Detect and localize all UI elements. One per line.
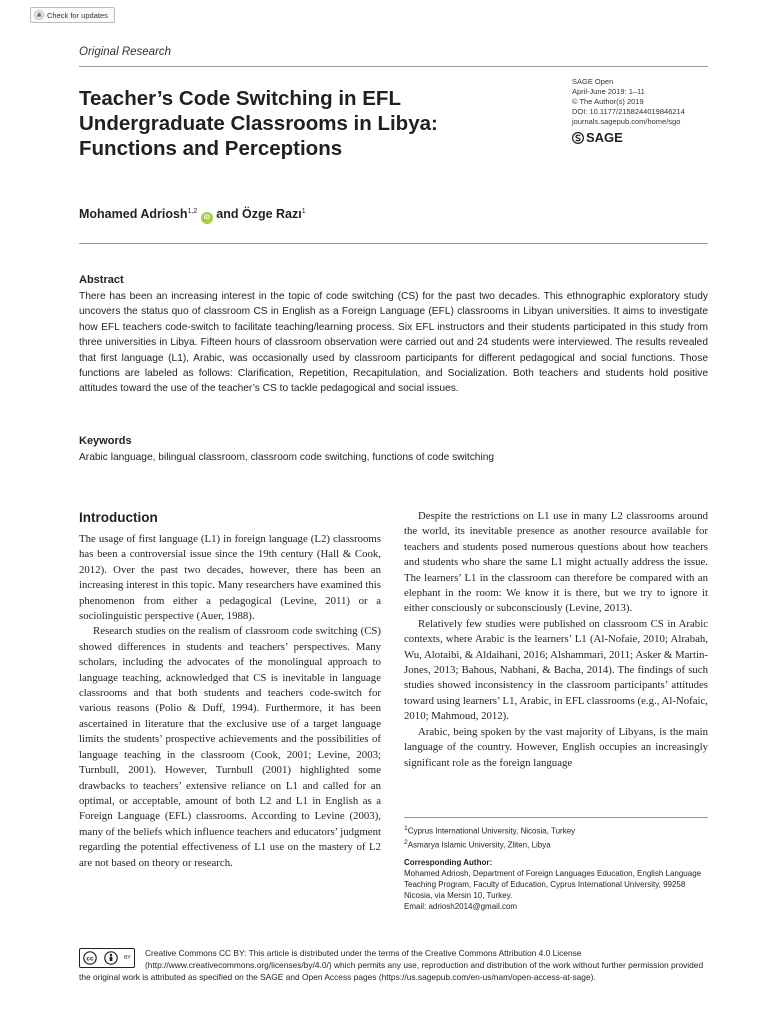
affiliation-text: Asmarya Islamic University, Zliten, Libya <box>407 840 551 850</box>
body-paragraph: The usage of first language (L1) in foreign language (L2) classrooms has been a controversial issue since the 19th century (Hall & Cook, 2012). Over the past two decades, however, there has been an increasing interest in this topic. Many researchers have examined this phenomenon from either a pedagogical (Levine, 2011) or a sociolinguistic perspective (Auer, 1988). <box>79 533 381 623</box>
body-paragraph: Arabic, being spoken by the vast majority of Libyans, is the main language of the country. However, English occupies an increasingly significant role as the foreign language <box>404 725 708 769</box>
corresponding-author-email[interactable]: Email: adriosh2014@gmail.com <box>404 902 518 912</box>
sage-logo-text: SAGE <box>586 130 623 145</box>
author-affiliation-sup: 1,2 <box>187 207 198 215</box>
section-label: Original Research <box>79 46 172 58</box>
sage-logo-icon <box>572 132 584 144</box>
license-block <box>79 947 709 983</box>
affiliation-text: Cyprus International University, Nicosia, Turkey <box>407 826 576 836</box>
body-paragraph: Relatively few studies were published on classroom CS in Arabic contexts, where Arabic is the learners’ L1 (Al-Nofaie, 2010; Alrabah, Wu, Alotaibi, & Aldaihani, 2016; Alshammari, 2011; Asker & Martin-Jones, 2013; Bahous, Nabhani, & Bacha, 2014). The findings of such studies showed inconsistency in the classroom participants’ attitudes toward using learners’ L1, Arabic, in EFL classrooms (e.g., Al-Nofaic, 2010; Mahmoud, 2012). <box>404 617 708 723</box>
affiliation-1 <box>404 823 708 837</box>
journal-url[interactable]: journals.sagepub.com/home/sgo <box>572 117 681 126</box>
check-updates-label: Check for updates <box>47 10 108 20</box>
check-for-updates-button[interactable] <box>30 7 115 23</box>
affiliation-2 <box>404 837 708 851</box>
cc-badge-caption: BY <box>124 955 131 961</box>
author-affiliation-sup: 1 <box>301 207 306 215</box>
sage-logo <box>572 132 685 144</box>
corresponding-author-heading: Corresponding Author: <box>404 858 493 868</box>
author-line <box>79 207 306 224</box>
orcid-icon[interactable]: iD <box>201 212 213 224</box>
keywords-heading: Keywords <box>79 435 132 447</box>
author-name[interactable]: Özge Razı <box>242 207 302 221</box>
journal-issue: April-June 2019: 1–11 <box>572 87 645 96</box>
affiliation-sup: 2 <box>404 838 408 846</box>
header-divider <box>79 66 708 67</box>
author-conjunction: and <box>216 207 239 221</box>
check-updates-badge-icon <box>34 10 44 20</box>
footnote-divider <box>404 817 708 818</box>
copyright-line: © The Author(s) 2019 <box>572 97 644 106</box>
affiliation-sup: 1 <box>404 825 408 832</box>
svg-text:cc: cc <box>86 955 94 963</box>
body-column-right <box>404 509 708 771</box>
abstract-text: There has been an increasing interest in the topic of code switching (CS) for the past two decades. This ethnographic exploratory study uncovers the status quo of classroom CS in English as a Foreign Language (EFL) classrooms in Libyan universities. It aims to investigate how EFL teachers code-switch to facilitate teaching/learning process. Six EFL instructors and their students participated in this study from three universities in Libya. Fifteen hours of classroom observation were carried out and 24 students were interviewed. The results revealed that first language (L1), Arabic, was occasionally used by classroom participants for different pedagogical and social functions. Those functions are labeled as follows: Clarification, Repetition, Recapitulation, and Socialization. Both teachers and students hold positive attitudes toward the use of the teacher’s CS to tackle pedagogical and social issues. <box>79 291 708 395</box>
keywords-text: Arabic language, bilingual classroom, classroom code switching, functions of code switching <box>79 452 495 463</box>
introduction-heading: Introduction <box>79 510 158 525</box>
creative-commons-icon <box>83 951 97 965</box>
author-name[interactable]: Mohamed Adriosh <box>79 207 188 221</box>
license-text: Creative Commons CC BY: This article is distributed under the terms of the Creative Commons Attribution 4.0 License (http://www.creativecommons.org/licenses/by/4.0/) which permits any use, reproduction and distribution of the work without further permission provided the original work is attributed as specified on the SAGE and Open Access pages (https://us.sagepub.com/en-us/nam/open-access-at-sage). <box>79 948 704 982</box>
creative-commons-badge[interactable] <box>79 948 135 968</box>
corresponding-author-address: Mohamed Adriosh, Department of Foreign Languages Education, English Language Teaching Program, Faculty of Education, Cyprus International University, 99258 Nicosia, via Mersin 10, Turkey. <box>404 869 702 901</box>
body-paragraph: Research studies on the realism of classroom code switching (CS) showed differences in students and teachers’ perspectives. Many scholars, including the advocates of the monolingual approach to language teaching, acknowledged that CS is inevitable in language classrooms and that both students and teachers code-switch for various reasons (Polio & Duff, 1994). Furthermore, it has been ascertained in literature that the exclusive use of a target language limits the students’ prospective achievements and the possibilities of language teaching in the classroom (Cook, 2001; Levine, 2003; Turnbull, 2001). However, Turnbull (2001) highlighted some drawbacks to teachers’ extensive reliance on L1 and called for an optimal, or acceptable, amount of both L2 and L1 in English as a Foreign Language (EFL) classrooms. According to Levine (2003), many of the beliefs which influence teachers and educators’ judgment regarding the potential effectiveness of L1 use on the mastery of L2 are not based on theory or research. <box>79 625 381 869</box>
journal-meta <box>572 77 685 144</box>
journal-name: SAGE Open <box>572 77 614 86</box>
attribution-person-icon <box>104 951 118 965</box>
article-title: Teacher’s Code Switching in EFL Undergraduate Classrooms in Libya: Functions and Perceptions <box>79 87 438 160</box>
abstract-heading: Abstract <box>79 274 124 286</box>
doi-link[interactable]: DOI: 10.1177/2158244019846214 <box>572 107 685 116</box>
body-paragraph: Despite the restrictions on L1 use in many L2 classrooms around the world, its inevitable presence as another resource available for teachers and students posed numerous questions about how teachers and students who share the same L1 might actually address the issue. The learners’ L1 in the classroom can therefore be compared with an elephant in the room: We know it is there, but we try to ignore it either consciously or subconsciously (Levine, 2013). <box>404 510 708 615</box>
footnotes <box>404 817 708 912</box>
abstract-divider <box>79 243 708 244</box>
body-column-left <box>79 532 381 871</box>
